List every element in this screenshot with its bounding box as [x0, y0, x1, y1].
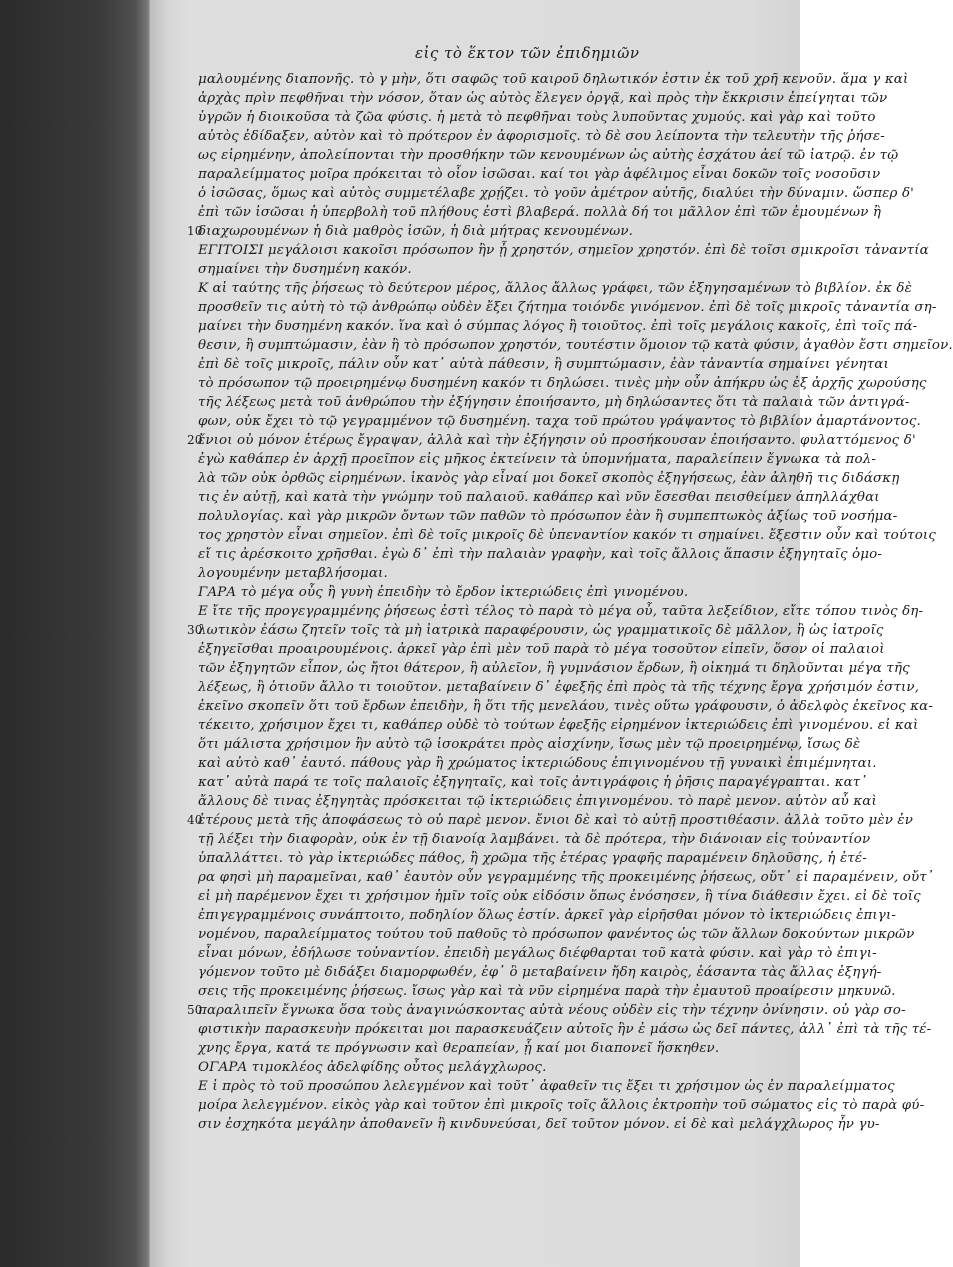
line-text: λέξεως, ἢ ὁτιοῦν ἄλλο τι τοιοῦτον. μεταβαίνειν δ᾽ ἐφεξῆς ἐπὶ πρὸς τὰ τῆς τέχνης ἔργα χρήσιμόν ἐστιν,	[198, 680, 920, 695]
line-text: τος χρηστὸν εἶναι σημεῖον. ἐπὶ δὲ τοῖς μικροῖς δὲ ὑπεναντίον κακόν τι σημαίνει. ἔξεστιν οὖν καὶ τούτοις	[198, 528, 936, 543]
line-text: φιστικὴν παρασκευὴν πρόκειται μοι παρασκευάζειν αὐτοῖς ἢν ἐ μάσω ὡς δεῖ πάντες, ἀλλ᾽ ἐπὶ τὰ τῆς τέ-	[198, 1022, 932, 1037]
line-text: ἐξηγεῖσθαι προαιρουμένοις. ἀρκεῖ γὰρ ἐπὶ μὲν τοῦ παρὰ τὸ μέγα τοσοῦτον εἰπεῖν, ὅσον οἱ παλαιοὶ	[198, 642, 885, 657]
text-line	[198, 735, 861, 754]
line-text: χνης ἔργα, κατά τε πρόγνωσιν καὶ θεραπείαν, ᾗ καί μοι διαπονεῖ ἥσκηθεν.	[198, 1041, 720, 1056]
text-line	[198, 583, 783, 602]
text-line	[198, 773, 868, 792]
line-text: ἀρχὰς πρὶν πεφθῆναι τὴν νόσον, ὅταν ὡς αὐτὸς ἔλεγεν ὀργᾷ, καὶ πρὸς τὴν ἔκκρισιν ἐπείγηται τῶν	[198, 91, 888, 106]
text-line	[198, 507, 898, 526]
line-text: λωτικὸν ἐάσω ζητεῖν τοῖς τὰ μὴ ἰατρικὰ παραφέρουσιν, ὡς γραμματικοῖς δὲ μᾶλλον, ἢ ὡς ἰατροῖς	[198, 623, 884, 638]
text-line	[198, 1020, 932, 1039]
line-text: τέκειτο, χρήσιμον ἔχει τι, καθάπερ οὐδὲ τὸ τούτων ἐφεξῆς εἰρημένον ἰκτεριώδεις ἐπὶ γινομένου. εἰ καὶ	[198, 718, 919, 733]
line-text: μαλουμένης διαπονῆς. τὸ γ μὴν, ὅτι σαφῶς τοῦ καιροῦ δηλωτικόν ἐστιν ἐκ τοῦ χρῆ κενοῦν. ἅμα γ καὶ	[198, 72, 909, 87]
text-block	[187, 70, 953, 1134]
lemma-line-text: Ε ἴτε τῆς προγεγραμμένης ῥήσεως ἐστὶ τέλος τὸ παρὰ τὸ μέγα οὖ, ταῦτα λεξείδιον, εἴτε τόπου τινὸς δη-	[198, 604, 924, 619]
line-text: ἄλλους δὲ τινας ἐξηγητὰς πρόσκειται τῷ ἰκτεριώδεις ἐπιγινομένου. τὸ παρὲ μενον. αὐτὸν αὖ καὶ	[198, 794, 877, 809]
line-number: 40	[187, 813, 203, 827]
line-text: τῶν ἐξηγητῶν εἶπον, ὡς ἤτοι θάτερον, ἢ αὐλεῖον, ἢ γυμνάσιον ἔρδων, ἢ οἰκημά τι δηλοῦνται μέγα τῆς	[198, 661, 910, 676]
text-line	[198, 963, 882, 982]
line-text: ἐπὶ δὲ τοῖς μικροῖς, πάλιν οὖν κατ᾽ αὐτὰ πάθεσιν, ἢ συμπτώμασιν, ἐὰν τἀναντία σημαίνει γένηται	[198, 357, 889, 372]
text-line	[198, 488, 880, 507]
line-text: λογουμένην μεταβλήσομαι.	[198, 566, 388, 581]
lemma-line-text: Ε ἰ πρὸς τὸ τοῦ προσώπου λελεγμένον καὶ τοῦτ᾽ ἀφαθεῖν τις ἔξει τι χρήσιμον ὡς ἐν παραλείμματος	[198, 1079, 895, 1094]
book-gutter	[0, 0, 150, 1267]
line-text: παραλείμματος μοῖρα πρόκειται τὸ οἷον ἰσῶσαι. καί τοι γὰρ ἀφέλιμος εἶναι δοκῶν τοῖς νοσοῦσιν	[198, 167, 881, 182]
line-text: σεις τῆς προκειμένης ῥήσεως. ἴσως γὰρ καὶ τὰ νῦν εἰρημένα παρὰ τὴν ἐμαυτοῦ προαίρεσιν μηκυνῶ.	[198, 984, 896, 999]
line-number: 50	[187, 1003, 203, 1017]
text-line	[198, 545, 882, 564]
line-text: σημαίνει τὴν δυσημένη κακόν.	[198, 262, 412, 277]
text-line	[198, 526, 936, 545]
line-text: παραλιπεῖν ἔγνωκα ὅσα τοὺς ἀναγινώσκοντας αὐτὰ νέους οὐδὲν εἰς τὴν τέχνην ὀνίνησιν. οὐ γὰρ σο-	[198, 1003, 906, 1018]
text-line	[198, 70, 909, 89]
text-line	[198, 241, 929, 260]
text-line	[198, 450, 877, 469]
line-text: καὶ αὐτὸ καθ᾽ ἑαυτό. πάθους γὰρ ἢ χρώματος ἰκτεριώδους ἐπιγινομένου τῇ γυναικὶ ἐπιμέμνηται.	[198, 756, 877, 771]
line-text: εἰ μὴ παρέμενον ἔχει τι χρήσιμον ἡμῖν τοῖς οὐκ εἰδόσιν ὅπως ἐνόσησεν, ἢ τίνα διάθεσιν ἔχει. εἰ δὲ τοῖς	[198, 889, 921, 904]
text-line	[198, 906, 897, 925]
line-text: ὑπαλλάττει. τὸ γὰρ ἰκτεριώδες πάθος, ἢ χρῶμα τῆς ἑτέρας γραφῆς παραμένειν δηλοῦσης, ἡ ἑτέ-	[198, 851, 867, 866]
line-number: 30	[187, 623, 203, 637]
text-line	[187, 811, 914, 830]
text-line	[198, 1039, 783, 1058]
line-text: εἶναι μόνων, ἐδήλωσε τοὐναντίον. ἐπειδὴ μεγάλως διέφθαρται τοῦ κατὰ φύσιν. καὶ γὰρ τὸ ἐπιγι-	[198, 946, 877, 961]
text-line	[198, 393, 910, 412]
running-head: εἰς τὸ ἕκτον τῶν ἐπιδημιῶν	[415, 44, 640, 62]
text-line	[198, 564, 783, 583]
text-line	[198, 944, 877, 963]
line-text: ρα φησὶ μὴ παραμεῖναι, καθ᾽ ἑαυτὸν οὖν γεγραμμένης τῆς προκειμένης ῥήσεως, οὔτ᾽ εἰ παραμένειν, οὔτ᾽	[198, 870, 934, 885]
text-line	[198, 1058, 783, 1077]
text-line	[198, 830, 871, 849]
line-text: αὐτὸς ἐδίδαξεν, αὐτὸν καὶ τὸ πρότερον ἐν ἀφορισμοῖς. τὸ δὲ σου λείποντα τὴν τελευτὴν τῆς ῥήσε-	[198, 129, 885, 144]
text-line	[198, 412, 921, 431]
text-line	[198, 127, 885, 146]
text-line	[198, 678, 920, 697]
text-line	[198, 260, 783, 279]
text-line	[198, 602, 924, 621]
line-text: μοίρα λελεγμένον. εἰκὸς γὰρ καὶ τοῦτον ἐπὶ μικροῖς τοῖς ἄλλοις ἐκτροπὴν τοῦ σώματος εἰς τὸ παρὰ φύ-	[198, 1098, 925, 1113]
lemma-line-text: Κ αἱ ταύτης τῆς ῥήσεως τὸ δεύτερον μέρος, ἄλλος ἄλλως γράφει, τῶν ἐξηγησαμένων τὸ βιβλίον. ἐκ δὲ	[198, 281, 912, 296]
lemma-line-text: ΟΓΑΡΑ τιμοκλέος ἀδελφίδης οὗτος μελάγχλωρος.	[198, 1060, 547, 1075]
text-line	[198, 868, 934, 887]
text-line	[198, 317, 918, 336]
text-line	[198, 849, 867, 868]
lemma-line-text: ΕΓΙΤΟΙΣΙ μεγάλοισι κακοῖσι πρόσωπον ἢν ᾖ χρηστόν, σημεῖον χρηστόν. ἐπὶ δὲ τοῖσι σμικροῖσι τἀναντία	[198, 243, 929, 258]
line-text: νομένου, παραλείμματος τούτου τοῦ παθοῦς τὸ πρόσωπον φανέντος ὡς τῶν ἄλλων δοκούντων μικρῶν	[198, 927, 915, 942]
text-line	[198, 146, 899, 165]
text-line	[198, 184, 914, 203]
text-line	[198, 754, 877, 773]
line-text: θεσιν, ἢ συμπτώμασιν, ἐὰν ἢ τὸ πρόσωπον χρηστόν, τουτέστιν ὅμοιον τῷ κατὰ φύσιν, ἀγαθὸν ἔστι σημεῖον.	[198, 338, 953, 353]
line-text: γόμενον τοῦτο μὲ διδάξει διαμορφωθέν, ἐφ᾽ ὃ μεταβαίνειν ἤδη καιρὸς, ἐάσαντα τὰς ἄλλας ἐξηγή-	[198, 965, 882, 980]
line-text: ἐγὼ καθάπερ ἐν ἀρχῇ προεῖπον εἰς μῆκος ἐκτείνειν τὰ ὑπομνήματα, παραλείπειν ἔγνωκα τὰ πολ-	[198, 452, 877, 467]
line-text: εἴ τις ἀρέσκοιτο χρῆσθαι. ἐγὼ δ᾽ ἐπὶ τὴν παλαιὰν γραφὴν, καὶ τοῖς ἄλλοις ἅπασιν ἐξηγηταῖς ὁμο-	[198, 547, 882, 562]
line-text: τὸ πρόσωπον τῷ προειρημένῳ δυσημένη κακόν τι δηλώσει. τινὲς μὴν οὖν ἀπήκρυ ὡς ἐξ ἀρχῆς χωρούσης	[198, 376, 927, 391]
text-line	[198, 165, 881, 184]
line-text: διαχωρουμένων ἡ διὰ μαθρὸς ἰσῶν, ἡ διὰ μήτρας κενουμένων.	[198, 224, 634, 239]
line-text: τῇ λέξει τὴν διαφορὰν, οὐκ ἐν τῇ διανοίᾳ λαμβάνει. τὰ δὲ πρότερα, τὴν διάνοιαν εἰς τοὐναντίον	[198, 832, 871, 847]
text-line	[187, 1001, 906, 1020]
line-text: κατ᾽ αὐτὰ παρά τε τοῖς παλαιοῖς ἐξηγηταῖς, καὶ τοῖς ἀντιγράφοις ἡ ῥῆσις παραγέγραπται. κατ᾽	[198, 775, 868, 790]
line-text: ἑτέρους μετὰ τῆς ἀποφάσεως τὸ οὐ παρὲ μενον. ἔνιοι δὲ καὶ τὸ αὐτῇ προστιθέασιν. ἀλλὰ τοῦτο μὲν ἐν	[198, 813, 914, 828]
text-line	[198, 982, 896, 1001]
text-line	[198, 469, 900, 488]
text-line	[198, 89, 888, 108]
line-text: ὁ ἰσῶσας, ὅμως καὶ αὐτὸς συμμετέλαβε χρῄζει. τὸ γοῦν ἀμέτρον αὐτῆς, διαλύει τὴν δύναμιν. ὥσπερ δ'	[198, 186, 914, 201]
line-text: ὅτι μάλιστα χρήσιμον ἢν αὐτὸ τῷ ἰσοκράτει πρὸς αἰσχίνην, ἴσως μὲν τῷ προειρημένῳ, ἴσως δὲ	[198, 737, 861, 752]
line-text: πολυλογίας. καὶ γὰρ μικρῶν ὄντων τῶν παθῶν τὸ πρόσωπον ἐὰν ἢ συμπεπτωκὸς ἀξίως τοῦ νοσήμα-	[198, 509, 898, 524]
text-line	[198, 659, 910, 678]
text-line	[198, 925, 915, 944]
text-line	[198, 336, 953, 355]
line-text: τις ἐν αὐτῇ, καὶ κατὰ τὴν γνώμην τοῦ παλαιοῦ. καθάπερ καὶ νῦν ἔσεσθαι πεισθείμεν ἀπηλλάχθαι	[198, 490, 880, 505]
text-line	[198, 108, 876, 127]
text-line	[198, 640, 885, 659]
text-line	[198, 792, 877, 811]
line-text: λὰ τῶν οὐκ ὀρθῶς εἰρημένων. ἱκανὸς γὰρ εἶναί μοι δοκεῖ σκοπὸς ἐξηγήσεως, ἐὰν ἀληθῆ τις διδάσκῃ	[198, 471, 900, 486]
text-line	[198, 716, 919, 735]
line-text: τῆς λέξεως μετὰ τοῦ ἀνθρώπου τὴν ἐξήγησιν ἐποιήσαντο, μὴ δηλώσαντες ὅτι τὰ παλαιὰ τῶν ἀντιγρά-	[198, 395, 910, 410]
text-line	[187, 621, 884, 640]
text-line	[198, 355, 889, 374]
line-text: φων, οὐκ ἔχει τὸ τῷ γεγραμμένον τῷ δυσημένη. ταχα τοῦ πρώτου γράψαντος τὸ βιβλίον ἁμαρτάνοντος.	[198, 414, 921, 429]
text-line	[187, 431, 916, 450]
lemma-line-text: ΓΑΡΑ τὸ μέγα οὖς ἢ γυνὴ ἐπειδὴν τὸ ἔρδον ἰκτεριώδεις ἐπὶ γινομένου.	[198, 585, 689, 600]
text-line	[198, 203, 882, 222]
line-number: 10	[187, 224, 203, 238]
text-line	[198, 298, 937, 317]
text-line	[198, 1096, 925, 1115]
text-line	[187, 222, 783, 241]
text-line	[198, 697, 934, 716]
line-text: σιν ἐσχηκότα μεγάλην ἀποθανεῖν ἢ κινδυνεύσαι, δεῖ τοῦτον μόνον. εἰ δὲ καὶ μελάγχλωρος ἦν γυ-	[198, 1117, 880, 1132]
line-text: ἔνιοι οὐ μόνον ἑτέρως ἔγραψαν, ἀλλὰ καὶ τὴν ἐξήγησιν οὐ προσήκουσαν ἐποιήσαντο. φυλαττόμενος δ'	[198, 433, 916, 448]
line-text: ὑγρῶν ἡ διοικοῦσα τὰ ζῶα φύσις. ἡ μετὰ τὸ πεφθῆναι τοὺς λυποῦντας χυμούς. καὶ γὰρ καὶ τοῦτο	[198, 110, 876, 125]
line-text: ως εἰρημένην, ἀπολείπονται τὴν προσθήκην τῶν κενουμένων ὡς αὐτὴς ἐσχάτου ἀεί τῶ ἰατρῷ. ἐν τῷ	[198, 148, 899, 163]
text-line	[198, 374, 927, 393]
line-text: ἐπιγεγραμμένοις συνάπτοιτο, ποδηλίον ὅλως ἐστίν. ἀρκεῖ γὰρ εἰρῆσθαι μόνον τὸ ἰκτεριώδεις ἐπιγι-	[198, 908, 897, 923]
line-text: μαίνει τὴν δυσημένη κακόν. ἵνα καὶ ὁ σύμπας λόγος ἢ τοιοῦτος. ἐπὶ τοῖς μεγάλοις κακοῖς, ἐπὶ τοῖς πά-	[198, 319, 918, 334]
text-line	[198, 279, 912, 298]
line-number: 20	[187, 433, 203, 447]
line-text: ἐπὶ τῶν ἰσῶσαι ἡ ὑπερβολὴ τοῦ πλήθους ἐστὶ βλαβερά. πολλὰ δή τοι μᾶλλον ἐπὶ τῶν ἐμουμένων ἢ	[198, 205, 882, 220]
text-line	[198, 1115, 880, 1134]
text-line	[198, 1077, 895, 1096]
line-text: ἐκεῖνο σκοπεῖν ὅτι τοῦ ἔρδων ἐπειδὴν, ἢ ὅτι τῆς μενελάου, τινὲς οὕτω γράφουσιν, ὁ ἀδελφὸς ἐκεῖνος κα-	[198, 699, 934, 714]
text-line	[198, 887, 921, 906]
line-text: προσθεῖν τις αὐτὴ τὸ τῷ ἀνθρώπῳ οὐδὲν ἔξει ζήτημα τοιόνδε γινόμενον. ἐπὶ δὲ τοῖς μικροῖς τἀναντία ση-	[198, 300, 937, 315]
